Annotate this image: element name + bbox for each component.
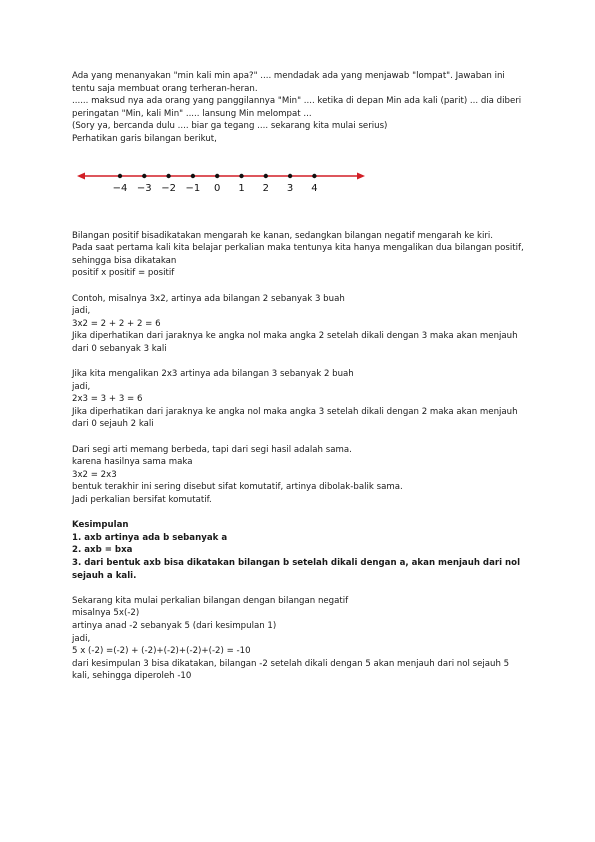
para2-line-2: jadi, bbox=[72, 306, 91, 317]
number-line-label: −3 bbox=[136, 183, 152, 194]
para2-line-1: Contoh, misalnya 3x2, artinya ada bilangan 2 sebanyak 3 buah bbox=[72, 293, 345, 304]
arrow-left-icon bbox=[77, 173, 85, 180]
kesimpulan-item-1: 1. axb artinya ada b sebanyak a bbox=[72, 532, 228, 543]
para4-line-1: Dari segi arti memang berbeda, tapi dari segi hasil adalah sama. bbox=[72, 444, 352, 455]
number-line-point bbox=[239, 174, 243, 178]
arrow-right-icon bbox=[357, 173, 365, 180]
para2-line-4: Jika diperhatikan dari jaraknya ke angka nol maka angka 2 setelah dikali dengan 3 maka akan menjauh dari 0 sebanyak 3 kali bbox=[72, 331, 518, 354]
para4-line-5: Jadi perkalian bersifat komutatif. bbox=[72, 495, 212, 506]
intro-line-1: Ada yang menanyakan "min kali min apa?" .... mendadak ada yang menjawab "lompat". Jawaban ini tentu saja membuat orang terheran-heran. bbox=[72, 71, 505, 94]
intro-line-4: Perhatikan garis bilangan berikut, bbox=[72, 133, 217, 144]
para1-line-2: Pada saat pertama kali kita belajar perkalian maka tentunya kita hanya mengalikan dua bilangan positif, sehingga bisa dikatakan bbox=[72, 243, 524, 266]
para1-line-1: Bilangan positif bisadikatakan mengarah ke kanan, sedangkan bilangan negatif mengarah ke kiri. bbox=[72, 230, 493, 241]
number-line-point bbox=[166, 174, 170, 178]
para4-line-4: bentuk terakhir ini sering disebut sifat komutatif, artinya dibolak-balik sama. bbox=[72, 482, 403, 493]
number-line-point bbox=[118, 174, 122, 178]
para1-line-3: positif x positif = positif bbox=[72, 268, 175, 279]
number-line-point bbox=[142, 174, 146, 178]
para2-line-3: 3x2 = 2 + 2 + 2 = 6 bbox=[72, 318, 161, 329]
number-line-figure bbox=[76, 163, 366, 197]
document-body bbox=[72, 70, 527, 683]
number-line-point bbox=[191, 174, 195, 178]
number-line-label: 3 bbox=[286, 183, 294, 194]
number-line-label: 4 bbox=[311, 183, 318, 194]
number-line-label: −1 bbox=[185, 183, 201, 194]
para5-line-3: artinya anad -2 sebanyak 5 (dari kesimpulan 1) bbox=[72, 620, 277, 631]
kesimpulan-item-2: 2. axb = bxa bbox=[72, 545, 133, 556]
number-line-point bbox=[215, 174, 219, 178]
para3-line-2: jadi, bbox=[72, 381, 91, 392]
intro-line-2: ...... maksud nya ada orang yang panggilannya "Min" .... ketika di depan Min ada kali (parit) ... dia diberi peringatan "Min, kali Min" ..... lansung Min melompat ... bbox=[72, 96, 522, 119]
para5-line-1: Sekarang kita mulai perkalian bilangan dengan bilangan negatif bbox=[72, 595, 349, 606]
number-line-label: −2 bbox=[161, 183, 176, 194]
number-line-point bbox=[264, 174, 268, 178]
kesimpulan-item-3: 3. dari bentuk axb bisa dikatakan bilangan b setelah dikali dengan a, akan menjauh dari nol sejauh a kali. bbox=[72, 558, 521, 581]
number-line-label: 2 bbox=[262, 183, 269, 194]
number-line-label: −4 bbox=[112, 183, 128, 194]
kesimpulan-title: Kesimpulan bbox=[72, 520, 129, 531]
intro-line-3: (Sory ya, bercanda dulu .... biar ga tegang .... sekarang kita mulai serius) bbox=[72, 121, 388, 132]
number-line-label: 1 bbox=[238, 183, 245, 194]
para3-line-1: Jika kita mengalikan 2x3 artinya ada bilangan 3 sebanyak 2 buah bbox=[72, 369, 354, 380]
para5-line-4: jadi, bbox=[72, 633, 91, 644]
para5-line-5: 5 x (-2) =(-2) + (-2)+(-2)+(-2)+(-2) = -10 bbox=[72, 646, 251, 657]
para3-line-3: 2x3 = 3 + 3 = 6 bbox=[72, 394, 143, 405]
para4-line-3: 3x2 = 2x3 bbox=[72, 469, 117, 480]
number-line-label: 0 bbox=[214, 183, 221, 194]
para5-line-6: dari kesimpulan 3 bisa dikatakan, bilangan -2 setelah dikali dengan 5 akan menjauh dari nol sejauh 5 kali, sehingga diperoleh -10 bbox=[72, 658, 510, 682]
para4-line-2: karena hasilnya sama maka bbox=[72, 457, 193, 468]
number-line-point bbox=[312, 174, 316, 178]
para5-line-2: misalnya 5x(-2) bbox=[72, 608, 140, 619]
para3-line-4: Jika diperhatikan dari jaraknya ke angka nol maka angka 3 setelah dikali dengan 2 maka akan menjauh dari 0 sejauh 2 kali bbox=[72, 406, 518, 430]
number-line-point bbox=[288, 174, 292, 178]
